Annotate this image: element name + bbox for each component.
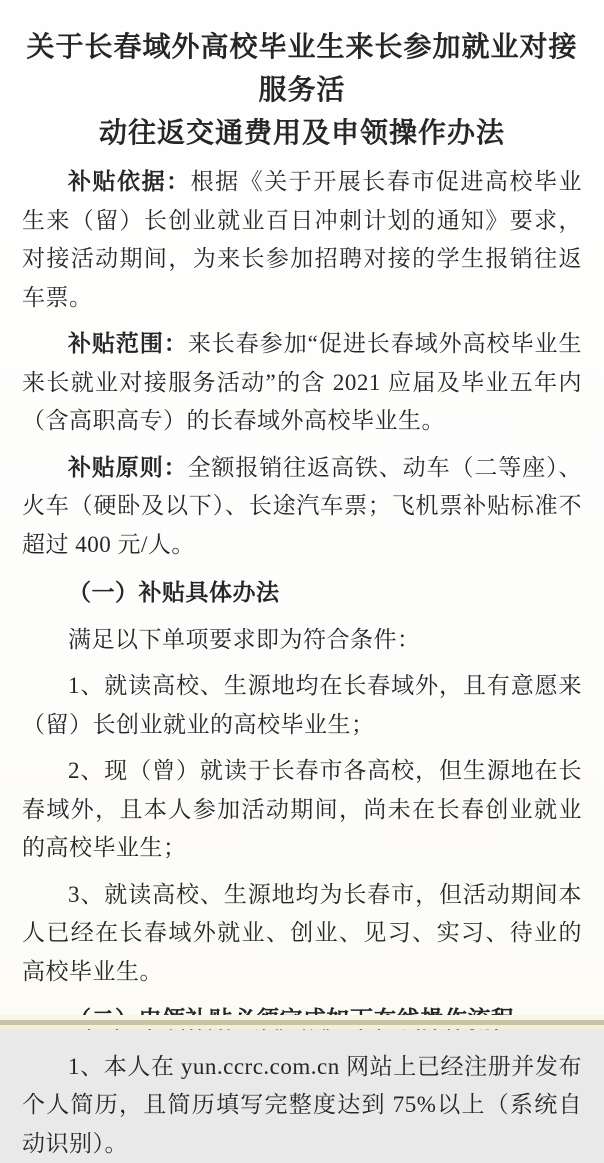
subsidy-principle-lead: 补贴原则： bbox=[68, 455, 188, 480]
paragraph-subsidy-principle bbox=[22, 449, 582, 565]
paragraph-subsidy-basis bbox=[22, 163, 582, 317]
footer-color-bands bbox=[0, 1015, 604, 1029]
subsidy-basis-lead: 补贴依据： bbox=[68, 169, 191, 194]
condition-item-2: 2、现（曾）就读于长春市各高校，但生源地在长春域外，且本人参加活动期间，尚未在长春创业就业的高校毕业生； bbox=[22, 752, 582, 868]
subsidy-principle-text: 全额报销往返高铁、动车（二等座）、火车（硬卧及以下）、长途汽车票；飞机票补贴标准不超过 400 元/人。 bbox=[22, 455, 582, 557]
subsidy-scope-lead: 补贴范围： bbox=[68, 331, 188, 356]
section1-heading: （一）补贴具体办法 bbox=[22, 574, 582, 613]
condition-intro: 满足以下单项要求即为符合条件： bbox=[22, 621, 582, 660]
subsidy-basis-text: 根据《关于开展长春市促进高校毕业生来（留）长创业就业百日冲刺计划的通知》要求，对接活动期间，为来长参加招聘对接的学生报销往返车票。 bbox=[22, 169, 582, 310]
document-title bbox=[22, 26, 582, 155]
footer-band-cream-bottom bbox=[0, 1025, 604, 1029]
condition-item-1: 1、就读高校、生源地均在长春域外，且有意愿来（留）长创业就业的高校毕业生； bbox=[22, 667, 582, 744]
paragraph-subsidy-scope bbox=[22, 325, 582, 441]
procedure-step-1: 1、本人在 yun.ccrc.com.cn 网站上已经注册并发布个人简历，且简历填写完整度达到 75%以上（系统自动识别）。 bbox=[22, 1048, 582, 1163]
document-title-line2: 动往返交通费用及申领操作办法 bbox=[22, 112, 582, 155]
document-title-line1: 关于长春域外高校毕业生来长参加就业对接服务活 bbox=[22, 26, 582, 112]
condition-item-3: 3、就读高校、生源地均为长春市，但活动期间本人已经在长春域外就业、创业、见习、实习、待业的高校毕业生。 bbox=[22, 876, 582, 992]
subsidy-scope-text: 来长春参加“促进长春域外高校毕业生来长就业对接服务活动”的含 2021 应届及毕业五年内（含高职高专）的长春域外高校毕业生。 bbox=[22, 331, 582, 433]
